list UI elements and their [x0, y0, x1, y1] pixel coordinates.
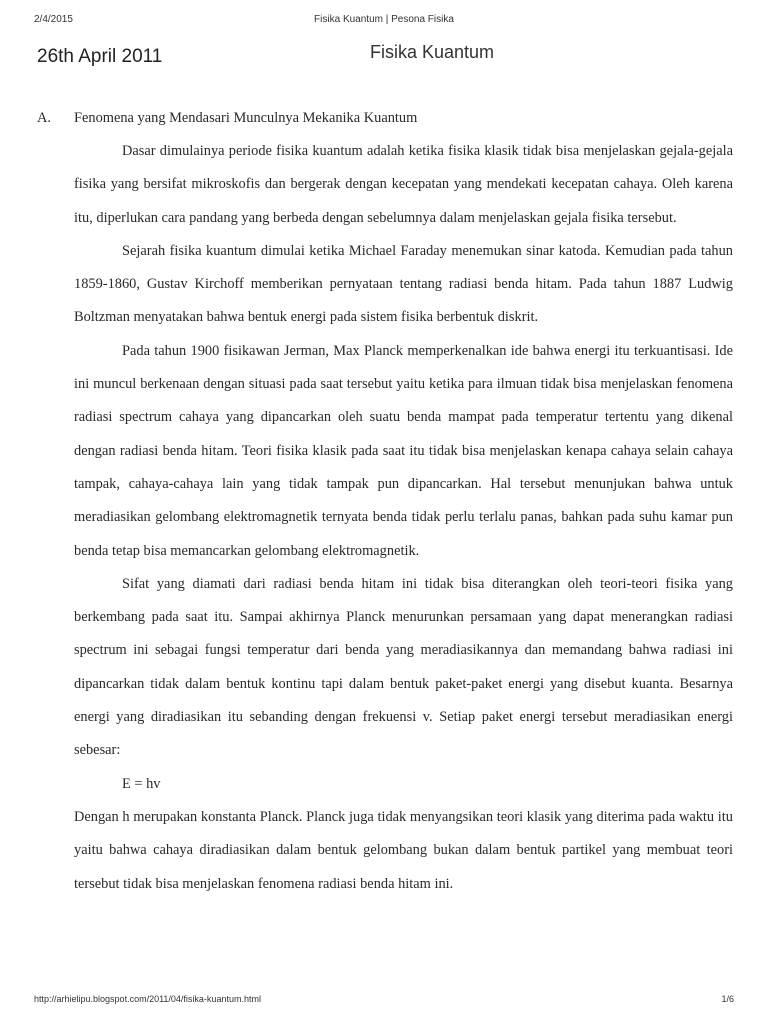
page-url[interactable]: http://arhielipu.blogspot.com/2011/04/fisika-kuantum.html [34, 994, 261, 1004]
print-page-title: Fisika Kuantum | Pesona Fisika [314, 14, 454, 25]
print-header [0, 14, 768, 30]
print-footer [0, 994, 768, 1008]
section-heading [37, 104, 733, 132]
article-body [37, 104, 733, 901]
formula: E = hv [122, 775, 161, 792]
post-title: Fisika Kuantum [369, 42, 495, 62]
print-date: 2/4/2015 [34, 14, 73, 25]
section-marker: A. [37, 110, 51, 126]
paragraph: Pada tahun 1900 fisikawan Jerman, Max Planck memperkenalkan ide bahwa energi itu terkuantisasi. Ide ini muncul berkenaan dengan situasi pada saat tersebut yaitu ketika para ilmuan tidak bisa menjelaskan fenomena radiasi spectrum cahaya yang dipancarkan oleh suatu benda mampat pada temperatur tertentu yang dikenal dengan radiasi benda hitam. Teori fisika klasik pada saat itu tidak bisa menjelaskan kenapa cahaya selain cahaya tampak, cahaya-cahaya lain yang tidak tampak pun dipancarkan. Hal tersebut menunjukan bahwa untuk meradiasikan gelombang elektromagnetik ternyata benda tidak perlu terlalu panas, bahkan pada suhu kamar pun benda tetap bisa memancarkan gelombang elektromagnetik. [74, 342, 733, 559]
closing-paragraph: Dengan h merupakan konstanta Planck. Planck juga tidak menyangsikan teori klasik yang diterima pada waktu itu yaitu bahwa cahaya diradiasikan dalam bentuk gelombang bukan dalam bentuk partikel yang membuat teori tersebut tidak bisa menjelaskan fenomena radiasi benda hitam ini. [74, 808, 733, 892]
post-date: 26th April 2011 [37, 46, 163, 67]
paragraph: Sifat yang diamati dari radiasi benda hitam ini tidak bisa diterangkan oleh teori-teori fisika yang berkembang pada saat itu. Sampai akhirnya Planck menurunkan persamaan yang dapat menerangkan radiasi spectrum ini sebagai fungsi temperatur dari benda yang meradiasikannya dan memandang bahwa radiasi ini dipancarkan tidak dalam bentuk kontinu tapi dalam bentuk paket-paket energi yang disebut kuanta. Besarnya energi yang diradiasikan itu sebanding dengan frekuensi v. Setiap paket energi tersebut meradiasikan energi sebesar: [74, 575, 733, 759]
paragraph: Dasar dimulainya periode fisika kuantum adalah ketika fisika klasik tidak bisa menjelaskan gejala-gejala fisika yang bersifat mikroskofis dan bergerak dengan kecepatan yang mendekati kecepatan cahaya. Oleh karena itu, diperlukan cara pandang yang berbeda dengan sebelumnya dalam menjelaskan gejala fisika tersebut. [74, 143, 733, 226]
page-number: 1/6 [721, 994, 734, 1004]
section-heading-text: Fenomena yang Mendasari Munculnya Mekanika Kuantum [74, 110, 418, 126]
paragraph: Sejarah fisika kuantum dimulai ketika Michael Faraday menemukan sinar katoda. Kemudian pada tahun 1859-1860, Gustav Kirchoff memberikan pernyataan tentang radiasi benda hitam. Pada tahun 1887 Ludwig Boltzman menyatakan bahwa bentuk energi pada sistem fisika berbentuk diskrit. [74, 242, 733, 326]
